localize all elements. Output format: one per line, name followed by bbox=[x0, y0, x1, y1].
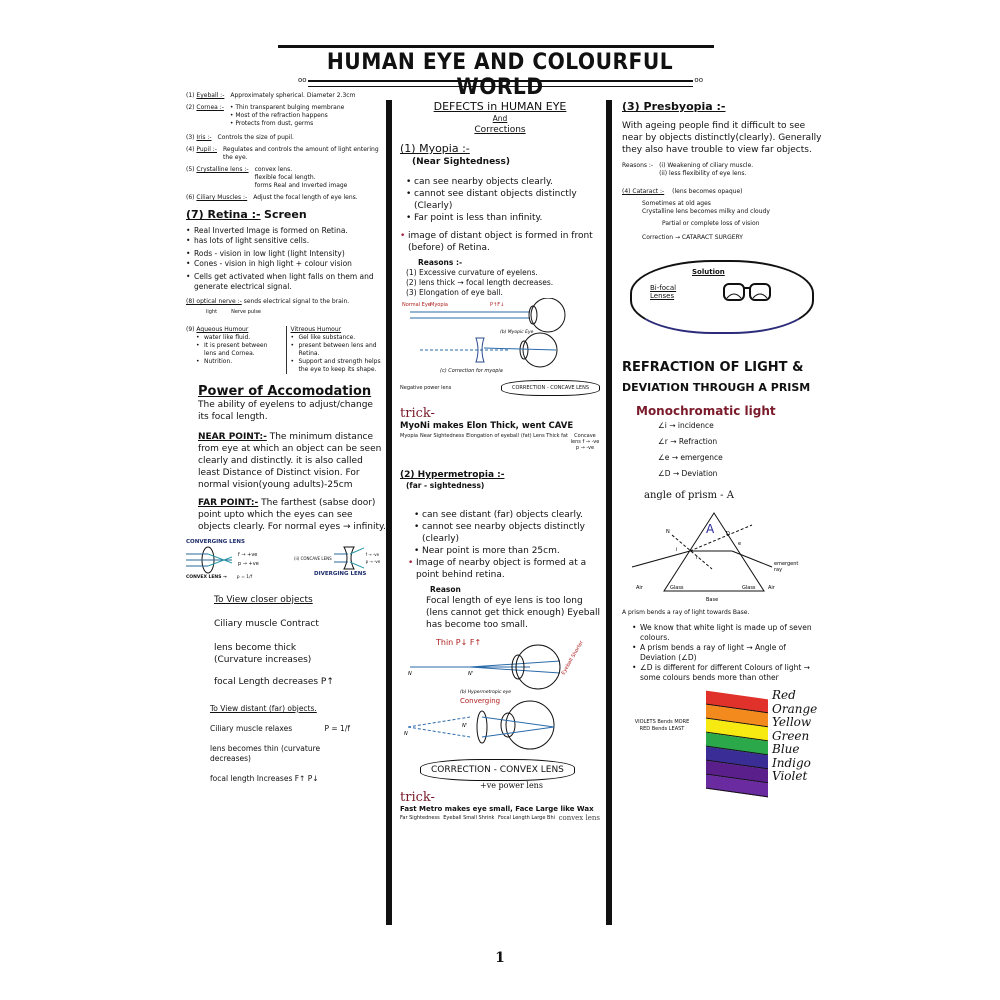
optical-nerve-sub: light bbox=[206, 309, 218, 315]
hypermetropia-eye-diagram bbox=[400, 635, 590, 695]
top-rule bbox=[278, 45, 714, 48]
myopia-reason: (2) lens thick → focal length decreases. bbox=[406, 278, 554, 287]
solution-text: Bi-focal Lenses bbox=[650, 284, 677, 300]
svg-text:D: D bbox=[726, 531, 730, 537]
closer-heading: To View closer objects bbox=[214, 595, 313, 605]
concave-lens-icon bbox=[334, 545, 364, 571]
myopia-mnemonic: MyoNi makes Elon Thick, went CAVE bbox=[400, 421, 574, 431]
spectrum-label: Violet bbox=[772, 769, 808, 783]
presbyopia-reason: (ii) less flexibility of eye lens. bbox=[659, 170, 747, 177]
negative-power-label: Negative power lens bbox=[400, 385, 452, 391]
column-defects bbox=[400, 100, 600, 821]
eye-part-num: (5) bbox=[186, 166, 195, 173]
optical-nerve-section bbox=[186, 298, 386, 316]
eye-part-desc-line: forms Real and Inverted image bbox=[254, 182, 348, 189]
vitreous-bullet: • present between lens and Retina. bbox=[291, 342, 387, 358]
closer-line: Ciliary muscle Contract bbox=[214, 619, 319, 629]
eye-part-num: (3) bbox=[186, 134, 195, 141]
eye-part-item bbox=[186, 92, 386, 100]
refraction-heading: REFRACTION OF LIGHT & bbox=[622, 360, 804, 375]
refraction-bullet: • ∠D is different for different Colours of light → some colours bends more than other bbox=[632, 663, 822, 683]
eye-part-desc bbox=[223, 146, 386, 162]
humours-section bbox=[186, 326, 386, 374]
eye-part-desc-line: Controls the size of pupil. bbox=[217, 134, 294, 141]
eye-part-desc-line: Adjust the focal length of eye lens. bbox=[253, 194, 358, 201]
myopia-key-point: • image of distant object is formed in front (before) of Retina. bbox=[400, 230, 600, 254]
retina-bullet: • has lots of light sensitive cells. bbox=[186, 236, 386, 246]
svg-text:Glass: Glass bbox=[742, 585, 756, 591]
presbyopia-text: With ageing people find it difficult to see near by objects distinctly(clearly). Generally they also have trouble to view far objects. bbox=[622, 121, 822, 155]
eye-part-num: (1) bbox=[186, 92, 195, 99]
convex-lens-icon bbox=[186, 545, 234, 575]
refraction-bullet: • We know that white light is made up of seven colours. bbox=[632, 623, 822, 643]
hypermetropia-trick-label: trick- bbox=[400, 790, 435, 805]
convex-caption: CONVEX LENS → bbox=[186, 575, 227, 580]
myopia-bullet: • can see nearby objects clearly. bbox=[406, 176, 600, 188]
svg-text:N: N bbox=[408, 671, 412, 677]
retina-bullet: • Cones - vision in high light + colour vision bbox=[186, 259, 386, 269]
eye-part-label: Eyeball :- bbox=[196, 92, 225, 99]
mnemonic-key: Focal Length Large Bhi bbox=[497, 815, 555, 821]
defects-heading bbox=[400, 100, 600, 136]
svg-text:Myopia: Myopia bbox=[430, 302, 448, 308]
lens-diagrams bbox=[186, 539, 386, 580]
optical-nerve-desc: sends electrical signal to the brain. bbox=[243, 298, 350, 305]
spectrum-label: Orange bbox=[772, 701, 818, 716]
column-divider-right bbox=[606, 100, 612, 925]
closer-line: lens become thick (Curvature increases) bbox=[214, 643, 312, 665]
far-point-text: The farthest (sabse door) point upto which the eyes can see objects clearly. For normal eyes → infinity. bbox=[198, 498, 386, 532]
page-title: HUMAN EYE AND COLOURFUL WORLD bbox=[326, 50, 674, 100]
eye-part-label: Ciliary Muscles :- bbox=[196, 194, 248, 201]
eye-part-desc-line: Approximately spherical. Diameter 2.3cm bbox=[230, 92, 356, 99]
mnemonic-key: Far Sightedness bbox=[400, 815, 440, 821]
column-eye-parts bbox=[186, 92, 386, 784]
convex-note: p = 1/f bbox=[236, 575, 253, 580]
spectrum-label: Yellow bbox=[772, 715, 812, 729]
hypermetropia-correction: CORRECTION - CONVEX LENS bbox=[420, 759, 575, 781]
page-number: 1 bbox=[495, 950, 505, 966]
mnemonic-key: Concave lens f → -ve p → -ve bbox=[570, 433, 600, 451]
angle-definition: ∠e → emergence bbox=[658, 453, 723, 462]
svg-text:emergent: emergent bbox=[774, 561, 799, 567]
prism-angle-label: angle of prism - A bbox=[644, 490, 734, 501]
defects-heading-line: And bbox=[492, 114, 508, 123]
spectrum-label: Blue bbox=[772, 742, 800, 756]
near-point-label: NEAR POINT:- bbox=[198, 432, 267, 442]
spectrum-section bbox=[622, 689, 822, 793]
vitreous-title: Vitreous Humour bbox=[290, 326, 342, 333]
eye-part-desc-line: Regulates and controls the amount of light entering the eye. bbox=[222, 146, 379, 161]
aqueous-title: Aqueous Humour bbox=[196, 326, 249, 333]
positive-power-label: +ve power lens bbox=[480, 781, 543, 790]
spectrum-caption: RED Bends LEAST bbox=[639, 726, 685, 732]
myopia-reasons-label: Reasons :- bbox=[418, 258, 463, 267]
svg-text:i: i bbox=[676, 547, 678, 553]
eye-parts-list bbox=[186, 92, 386, 202]
concave-note: p → -ve bbox=[365, 559, 381, 564]
angle-definition: ∠D → Deviation bbox=[658, 469, 718, 478]
svg-text:N': N' bbox=[468, 671, 474, 677]
svg-text:Air: Air bbox=[768, 585, 775, 591]
hypermetropia-reason: Focal length of eye lens is too long (lens cannot get thick enough) Eyeball has become too small. bbox=[426, 596, 600, 630]
hypermetropia-mnemonic: Fast Metro makes eye small, Face Large like Wax bbox=[400, 805, 594, 813]
column-divider-left bbox=[386, 100, 392, 925]
eye-part-desc-line: flexible focal length. bbox=[254, 174, 316, 181]
near-point-text: The minimum distance from eye at which an object can be seen clearly and distinctly. it is also called least Distance of Distinct vision. For normal vision(young adults)-25cm bbox=[198, 432, 382, 490]
distant-line: Ciliary muscle relaxes bbox=[210, 724, 293, 733]
eye-part-num: (4) bbox=[186, 146, 195, 153]
svg-text:Glass: Glass bbox=[670, 585, 684, 591]
concave-caption: (ii) CONCAVE LENS bbox=[294, 555, 332, 561]
aqueous-bullet: • It is present between lens and Cornea. bbox=[196, 342, 282, 358]
eye-part-desc-line: convex lens. bbox=[254, 166, 293, 173]
myopia-correction: CORRECTION - CONCAVE LENS bbox=[501, 380, 600, 396]
eye-part-item bbox=[186, 134, 386, 142]
mnemonic-key: Myopia bbox=[400, 433, 418, 439]
myopia-subtitle: (Near Sightedness) bbox=[412, 157, 510, 167]
spectrum-caption: VIOLETS Bends MORE bbox=[634, 719, 690, 725]
optical-nerve-sub: Nerve pulse bbox=[231, 309, 262, 315]
myopia-bullet: • cannot see distant objects distinctly (Clearly) bbox=[406, 188, 600, 212]
distant-line: lens becomes thin (curvature decreases) bbox=[210, 744, 321, 763]
spectrum-label: Red bbox=[772, 688, 796, 702]
svg-text:Converging: Converging bbox=[460, 697, 501, 705]
humours-num: (9) bbox=[186, 326, 195, 333]
svg-text:A: A bbox=[706, 522, 715, 536]
hypermetropia-section bbox=[400, 469, 600, 821]
myopia-section bbox=[400, 142, 600, 451]
hypermetropia-subtitle: (far - sightedness) bbox=[406, 481, 485, 490]
eye-part-desc bbox=[253, 194, 358, 202]
cataract-section bbox=[622, 188, 822, 242]
defects-heading-line: Corrections bbox=[474, 125, 526, 135]
closer-objects-section bbox=[186, 594, 386, 688]
eye-part-label: Crystalline lens :- bbox=[196, 166, 249, 173]
diverging-lens-title: DIVERGING LENS bbox=[314, 571, 367, 577]
eye-part-label: Cornea :- bbox=[196, 104, 224, 111]
eye-part-desc bbox=[230, 92, 355, 100]
eye-part-desc bbox=[218, 134, 294, 142]
eye-part-desc bbox=[255, 166, 348, 190]
eye-part-label: Pupil :- bbox=[196, 146, 217, 153]
presbyopia-reason: (i) Weakening of ciliary muscle. bbox=[659, 162, 754, 169]
accommodation-definition: The ability of eyelens to adjust/change its focal length. bbox=[198, 400, 373, 422]
presbyopia-reasons-label: Reasons :- bbox=[622, 162, 654, 169]
spectrum-label: Green bbox=[772, 728, 810, 743]
retina-bullet: • Cells get activated when light falls on them and generate electrical signal. bbox=[186, 272, 386, 292]
svg-text:Thin P↓ F↑: Thin P↓ F↑ bbox=[436, 638, 482, 647]
myopia-bullet: • Far point is less than infinity. bbox=[406, 212, 600, 224]
hypermetropia-mnemonic-keys bbox=[400, 815, 600, 821]
eye-part-num: (2) bbox=[186, 104, 195, 111]
hypermetropia-bullet: • cannot see nearby objects distinctly (clearly) bbox=[414, 521, 600, 545]
title-underline bbox=[308, 80, 693, 87]
solution-cloud bbox=[630, 260, 814, 334]
bifocal-glasses-icon bbox=[722, 280, 772, 308]
refraction-bullet: • A prism bends a ray of light → Angle of Deviation (∠D) bbox=[632, 643, 822, 663]
svg-text:(b) Hypermetropic eye: (b) Hypermetropic eye bbox=[460, 690, 512, 695]
diagram-label: Normal Eye bbox=[402, 302, 431, 308]
cataract-line: Crystalline lens becomes milky and cloudy bbox=[642, 208, 770, 215]
concave-note: f → -ve bbox=[365, 552, 380, 557]
svg-text:N': N' bbox=[462, 723, 468, 729]
cataract-line: Sometimes at old ages bbox=[642, 200, 711, 207]
presbyopia-title: (3) Presbyopia :- bbox=[622, 100, 726, 113]
eye-part-item bbox=[186, 166, 386, 190]
distant-heading: To View distant (far) objects. bbox=[210, 704, 317, 713]
presbyopia-section bbox=[622, 100, 822, 178]
svg-text:Air: Air bbox=[636, 585, 643, 591]
monochromatic-title: Monochromatic light bbox=[636, 404, 776, 418]
mnemonic-key: Elongation of eyeball bbox=[466, 433, 519, 439]
accommodation-section bbox=[186, 384, 386, 533]
eye-part-desc-line: • Protects from dust, germs bbox=[229, 120, 314, 127]
hypermetropia-bullet: • Near point is more than 25cm. bbox=[414, 545, 600, 557]
mnemonic-key: convex lens bbox=[558, 814, 600, 822]
spectrum-label: Indigo bbox=[772, 755, 811, 770]
accommodation-heading: Power of Accomodation bbox=[198, 384, 372, 399]
cataract-title: (4) Cataract :- bbox=[622, 188, 665, 195]
convex-note: f → +ve bbox=[238, 552, 258, 558]
prism-diagram bbox=[622, 505, 812, 605]
svg-text:e: e bbox=[738, 541, 742, 547]
hypermetropia-reason-label: Reason bbox=[430, 585, 461, 594]
distant-line: focal length Increases F↑ P↓ bbox=[210, 774, 319, 783]
angle-definition: ∠r → Refraction bbox=[658, 437, 718, 446]
svg-text:ray: ray bbox=[774, 567, 783, 573]
convex-note: p → +ve bbox=[238, 561, 259, 567]
svg-text:Base: Base bbox=[706, 597, 719, 603]
retina-note: Screen bbox=[264, 208, 307, 221]
vitreous-bullet: • Gel like substance. bbox=[291, 334, 387, 342]
spectrum-labels bbox=[772, 689, 817, 784]
eye-part-desc-line: • Most of the refraction happens bbox=[229, 112, 328, 119]
prism-bends-note: A prism bends a ray of light towards Base. bbox=[622, 609, 750, 616]
eye-part-desc bbox=[230, 104, 344, 128]
distant-objects-section bbox=[186, 704, 386, 784]
svg-text:(b) Myopic Eye: (b) Myopic Eye bbox=[500, 330, 534, 335]
aqueous-bullet: • water like fluid. bbox=[196, 334, 282, 342]
hypermetropia-bullet: • can see distant (far) objects clearly. bbox=[414, 509, 600, 521]
refraction-section bbox=[622, 358, 822, 683]
solution-title: Solution bbox=[692, 268, 725, 276]
closer-line: focal Length decreases P↑ bbox=[214, 677, 334, 687]
cataract-note: (lens becomes opaque) bbox=[672, 188, 743, 195]
myopia-eye-diagram bbox=[400, 298, 590, 368]
angle-definition: ∠i → incidence bbox=[658, 421, 714, 430]
mnemonic-key: Eyeball Small Shrink bbox=[443, 815, 495, 821]
refraction-heading: DEVIATION THROUGH A PRISM bbox=[622, 381, 811, 394]
eye-part-desc-line: • Thin transparent bulging membrane bbox=[229, 104, 345, 111]
retina-bullet: • Rods - vision in low light (light Intensity) bbox=[186, 249, 386, 259]
hypermetropia-title: (2) Hypermetropia :- bbox=[400, 470, 505, 480]
aqueous-bullet: • Nutrition. bbox=[196, 358, 282, 366]
hypermetropia-key-point: • Image of nearby object is formed at a point behind retina. bbox=[408, 557, 600, 581]
cataract-line: Partial or complete loss of vision bbox=[662, 220, 760, 227]
svg-text:N: N bbox=[666, 529, 670, 535]
eye-part-item bbox=[186, 146, 386, 162]
spectrum-bands bbox=[706, 691, 768, 798]
cataract-correction: Correction → CATARACT SURGERY bbox=[642, 234, 743, 241]
retina-heading: (7) Retina :- bbox=[186, 208, 261, 221]
myopia-diagram-caption: (c) Correction for myopia bbox=[440, 368, 503, 374]
eye-part-item bbox=[186, 194, 386, 202]
myopia-title: (1) Myopia :- bbox=[400, 142, 470, 155]
svg-text:N: N bbox=[404, 731, 408, 737]
retina-bullet: • Real Inverted Image is formed on Retina. bbox=[186, 226, 386, 236]
optical-nerve-label: (8) optical nerve :- bbox=[186, 298, 242, 305]
far-point-label: FAR POINT:- bbox=[198, 498, 259, 508]
retina-section bbox=[186, 208, 386, 292]
eye-part-item bbox=[186, 104, 386, 128]
mnemonic-key: Near Sightedness bbox=[420, 433, 465, 439]
myopia-reason: (1) Excessive curvature of eyelens. bbox=[406, 268, 538, 277]
converging-lens-title: CONVERGING LENS bbox=[186, 539, 245, 545]
myopia-trick-label: trick- bbox=[400, 406, 435, 421]
svg-text:r: r bbox=[696, 555, 699, 561]
svg-text:P↑F↓: P↑F↓ bbox=[490, 302, 505, 308]
vitreous-bullet: • Support and strength helps the eye to keep its shape. bbox=[291, 358, 387, 374]
power-formula: P = 1/f bbox=[324, 724, 350, 733]
myopia-mnemonic-keys bbox=[400, 433, 600, 451]
eye-part-label: Iris :- bbox=[196, 134, 212, 141]
eye-part-num: (6) bbox=[186, 194, 195, 201]
myopia-reason: (3) Elongation of eye ball. bbox=[406, 288, 503, 297]
mnemonic-key: (fat) Lens Thick fat bbox=[520, 433, 568, 439]
defects-heading-line: DEFECTS in HUMAN EYE bbox=[433, 100, 567, 113]
column-presbyopia-refraction bbox=[622, 100, 822, 793]
svg-text:Eyeball Shorter: Eyeball Shorter bbox=[560, 639, 585, 676]
hypermetropia-correction-diagram bbox=[400, 695, 590, 753]
